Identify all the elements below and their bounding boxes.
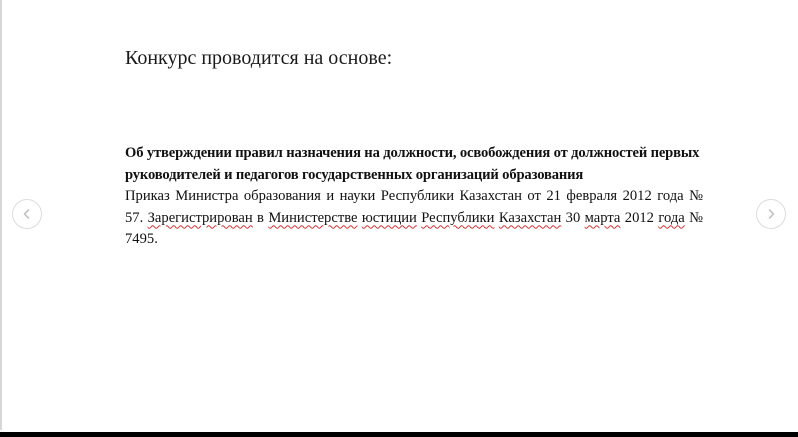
spellcheck-word: юстиции — [361, 209, 417, 226]
order-text: Приказ Министра образования и науки Республики Казахстан от 21 февраля 2012 года № 57. — [125, 188, 703, 226]
spellcheck-word: Республики — [421, 209, 495, 226]
bottom-border — [0, 432, 798, 437]
chevron-left-icon — [21, 208, 33, 220]
body-text: 30 — [561, 209, 585, 226]
body-text: в — [252, 209, 269, 226]
page-heading: Конкурс проводится на основе: — [125, 47, 393, 69]
body-text: № 7495. — [125, 209, 704, 247]
next-slide-button[interactable] — [756, 199, 786, 229]
document-excerpt — [125, 143, 703, 251]
spellcheck-word: Министерстве — [268, 209, 358, 226]
viewer-left-border — [0, 0, 2, 430]
document-title: Об утверждении правил назначения на должности, освобождения от должностей первых руководителей и педагогов государственных организаций образования — [125, 145, 700, 183]
body-text: 2012 — [620, 209, 659, 226]
spellcheck-word: года — [658, 209, 685, 226]
spellcheck-word: Казахстан — [498, 209, 562, 226]
document-body — [125, 186, 703, 251]
chevron-right-icon — [765, 208, 777, 220]
spellcheck-word: марта — [584, 209, 621, 226]
previous-slide-button[interactable] — [12, 199, 42, 229]
spellcheck-word: Зарегистрирован — [147, 209, 253, 226]
